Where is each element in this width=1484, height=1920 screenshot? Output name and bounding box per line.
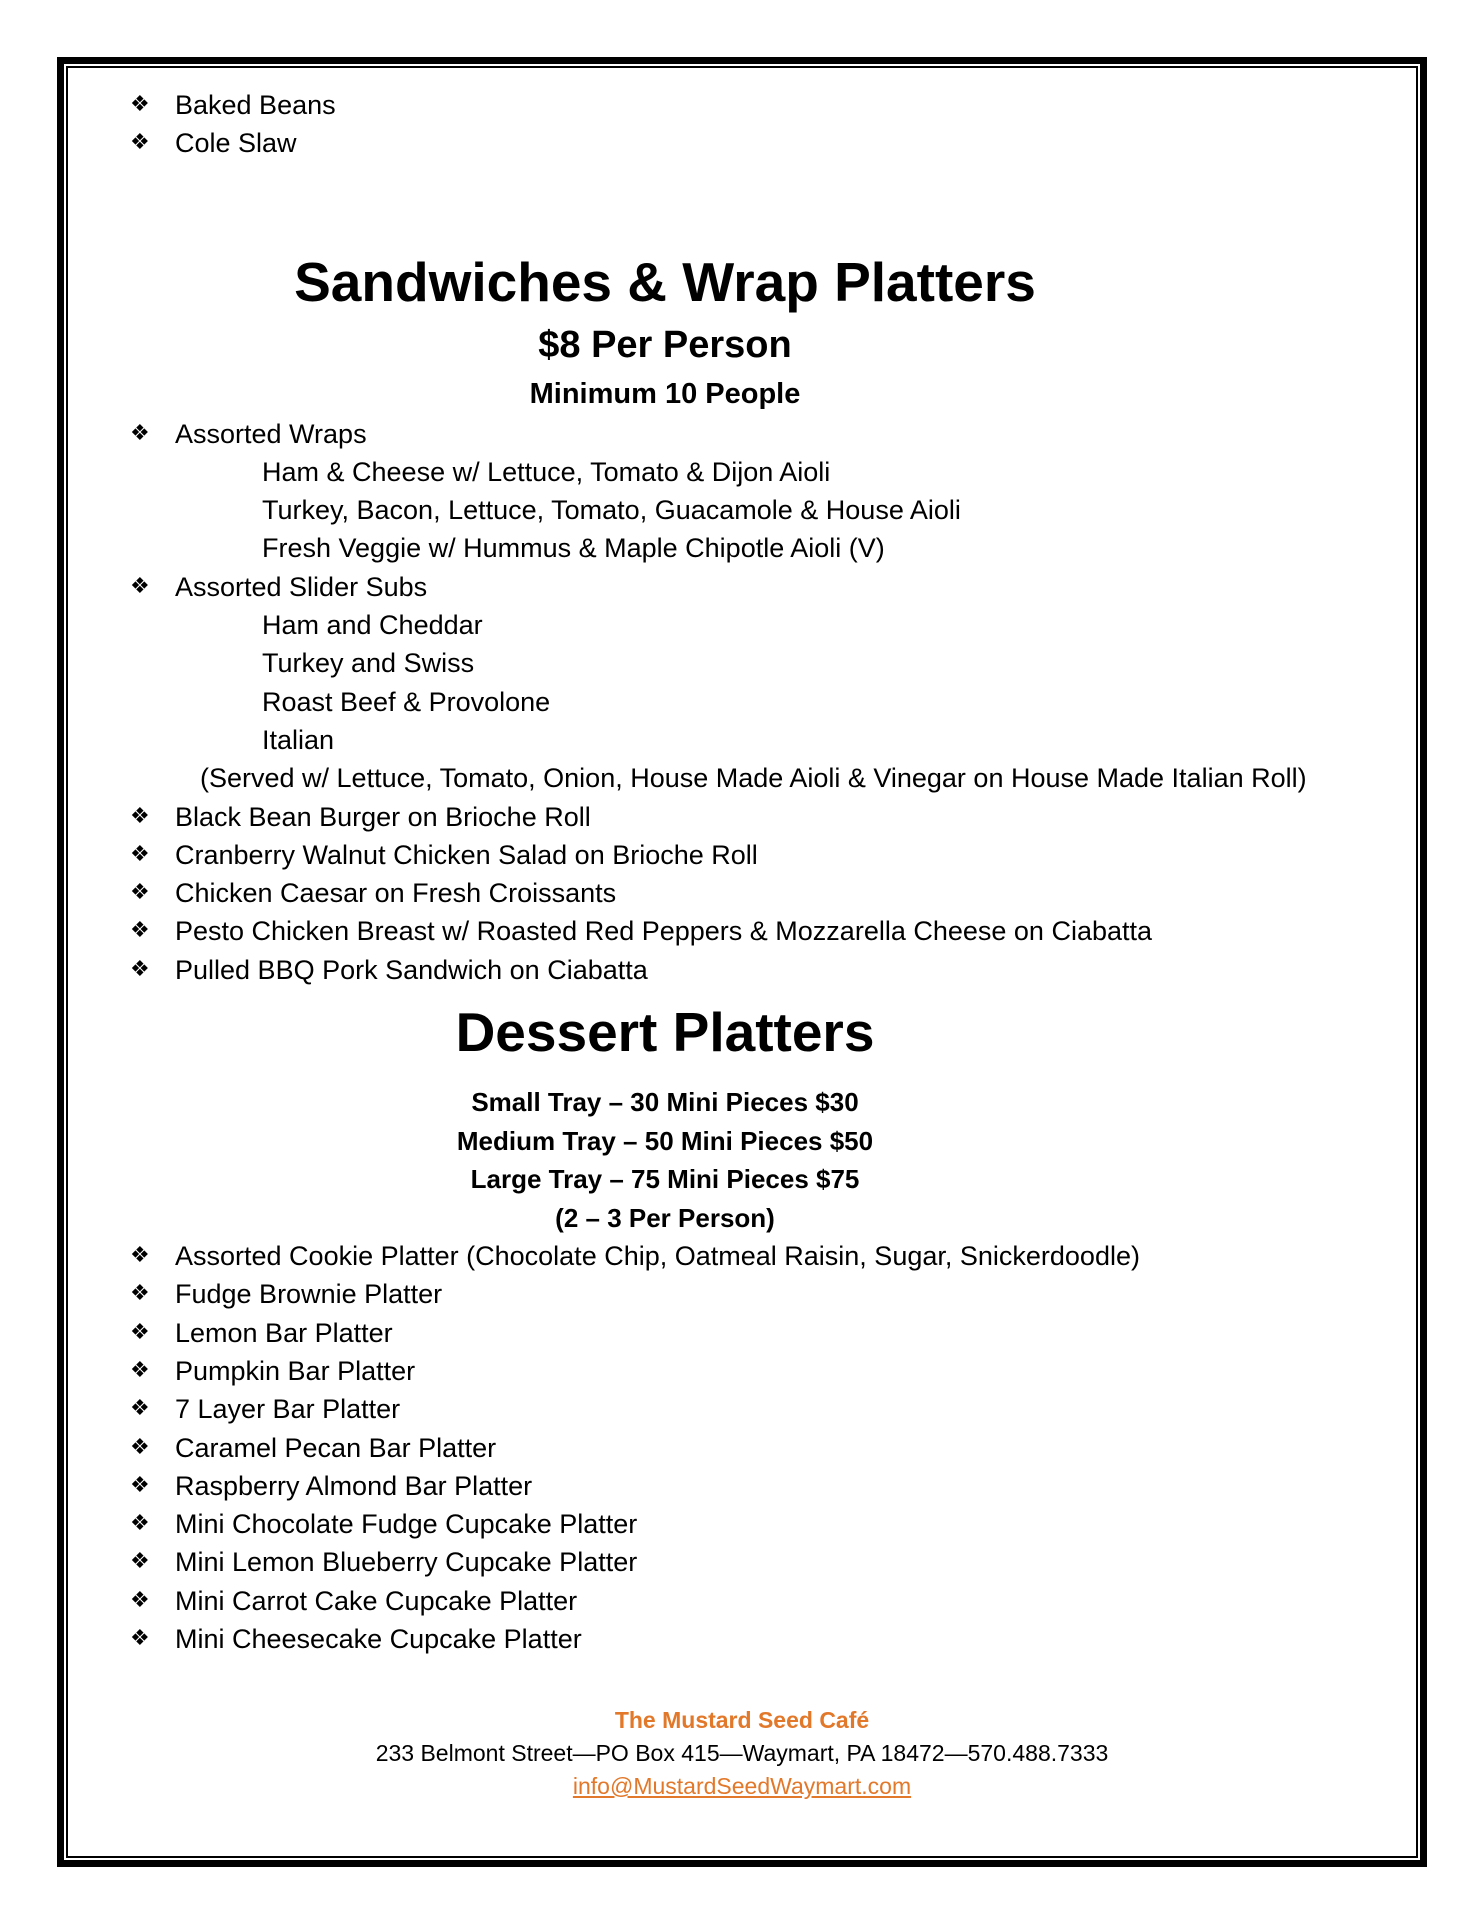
- list-item: [130, 568, 1350, 606]
- list-item: [130, 1505, 1350, 1543]
- list-item: [130, 1237, 1350, 1275]
- item-label: Pulled BBQ Pork Sandwich on Ciabatta: [175, 954, 648, 985]
- sliders-note: (Served w/ Lettuce, Tomato, Onion, House Made Aioli & Vinegar on House Made Italian Roll): [200, 763, 1307, 794]
- item-label: 7 Layer Bar Platter: [175, 1394, 401, 1425]
- sub-item: Ham and Cheddar: [262, 610, 483, 641]
- bullet-diamond-icon: ❖: [130, 1243, 150, 1269]
- sub-item: Roast Beef & Provolone: [262, 686, 551, 717]
- sub-item: Turkey, Bacon, Lettuce, Tomato, Guacamole & House Aioli: [262, 495, 961, 526]
- item-label: Assorted Cookie Platter (Chocolate Chip, Oatmeal Raisin, Sugar, Snickerdoodle): [175, 1241, 1140, 1272]
- item-label: Mini Chocolate Fudge Cupcake Platter: [175, 1509, 638, 1540]
- footer: [0, 1704, 1484, 1803]
- list-item: [130, 1467, 1350, 1505]
- bullet-diamond-icon: ❖: [130, 1281, 150, 1307]
- list-item: [130, 1543, 1350, 1581]
- bullet-diamond-icon: ❖: [130, 1434, 150, 1460]
- menu-content: [130, 86, 1350, 1658]
- item-label: Mini Lemon Blueberry Cupcake Platter: [175, 1547, 638, 1578]
- list-item: [130, 415, 1350, 453]
- cafe-name: The Mustard Seed Café: [614, 1707, 870, 1733]
- item-label: Mini Carrot Cake Cupcake Platter: [175, 1585, 578, 1616]
- list-item: [130, 1429, 1350, 1467]
- bullet-diamond-icon: ❖: [130, 420, 150, 446]
- sandwich-price: $8 Per Person: [538, 323, 792, 366]
- item-label: Pesto Chicken Breast w/ Roasted Red Peppers & Mozzarella Cheese on Ciabatta: [175, 916, 1153, 947]
- sub-item: Turkey and Swiss: [262, 648, 475, 679]
- list-item: [130, 951, 1350, 989]
- bullet-diamond-icon: ❖: [130, 1626, 150, 1652]
- tray-per-person: (2 – 3 Per Person): [555, 1202, 775, 1233]
- sub-item: Fresh Veggie w/ Hummus & Maple Chipotle Aioli (V): [262, 533, 885, 564]
- list-item: [130, 86, 1350, 124]
- bullet-diamond-icon: ❖: [130, 1587, 150, 1613]
- email-link[interactable]: info@MustardSeedWaymart.com: [572, 1773, 912, 1799]
- sandwich-minimum: Minimum 10 People: [529, 377, 801, 410]
- item-label: Pumpkin Bar Platter: [175, 1355, 416, 1386]
- bullet-diamond-icon: ❖: [130, 880, 150, 906]
- sub-item: Italian: [262, 724, 335, 755]
- sub-item: Ham & Cheese w/ Lettuce, Tomato & Dijon Aioli: [262, 456, 831, 487]
- list-item: [130, 1582, 1350, 1620]
- item-label: Black Bean Burger on Brioche Roll: [175, 801, 591, 832]
- item-label: Lemon Bar Platter: [175, 1317, 393, 1348]
- bullet-diamond-icon: ❖: [130, 841, 150, 867]
- item-label: Caramel Pecan Bar Platter: [175, 1432, 497, 1463]
- bullet-diamond-icon: ❖: [130, 1549, 150, 1575]
- bullet-diamond-icon: ❖: [130, 1357, 150, 1383]
- list-item: [130, 1275, 1350, 1313]
- item-label: Cole Slaw: [175, 128, 297, 159]
- item-label: Fudge Brownie Platter: [175, 1279, 443, 1310]
- bullet-diamond-icon: ❖: [130, 803, 150, 829]
- list-item: [130, 124, 1350, 162]
- item-label: Cranberry Walnut Chicken Salad on Brioche Roll: [175, 839, 758, 870]
- bullet-diamond-icon: ❖: [130, 92, 150, 117]
- bullet-diamond-icon: ❖: [130, 1396, 150, 1422]
- list-item: [130, 874, 1350, 912]
- item-label: Baked Beans: [175, 90, 336, 120]
- bullet-diamond-icon: ❖: [130, 918, 150, 944]
- bullet-diamond-icon: ❖: [130, 956, 150, 982]
- bullet-diamond-icon: ❖: [130, 1319, 150, 1345]
- list-item: [130, 1352, 1350, 1390]
- item-label: Assorted Slider Subs: [175, 571, 428, 602]
- list-item: [130, 912, 1350, 950]
- tray-size: Medium Tray – 50 Mini Pieces $50: [456, 1125, 874, 1156]
- cafe-address: 233 Belmont Street—PO Box 415—Waymart, PA 18472—570.488.7333: [375, 1740, 1109, 1766]
- bullet-diamond-icon: ❖: [130, 1472, 150, 1498]
- list-item: [130, 1620, 1350, 1658]
- item-label: Mini Cheesecake Cupcake Platter: [175, 1624, 582, 1655]
- list-item: [130, 1390, 1350, 1428]
- item-label: Raspberry Almond Bar Platter: [175, 1470, 533, 1501]
- list-item: [130, 1314, 1350, 1352]
- tray-size: Small Tray – 30 Mini Pieces $30: [471, 1087, 859, 1118]
- list-item: [130, 836, 1350, 874]
- bullet-diamond-icon: ❖: [130, 1511, 150, 1537]
- bullet-diamond-icon: ❖: [130, 130, 150, 156]
- section-title-sandwiches: Sandwiches & Wrap Platters: [294, 250, 1036, 313]
- item-label: Assorted Wraps: [175, 418, 367, 449]
- bullet-diamond-icon: ❖: [130, 573, 150, 599]
- tray-size: Large Tray – 75 Mini Pieces $75: [470, 1164, 860, 1195]
- section-title-desserts: Dessert Platters: [455, 1001, 875, 1064]
- list-item: [130, 798, 1350, 836]
- item-label: Chicken Caesar on Fresh Croissants: [175, 878, 617, 909]
